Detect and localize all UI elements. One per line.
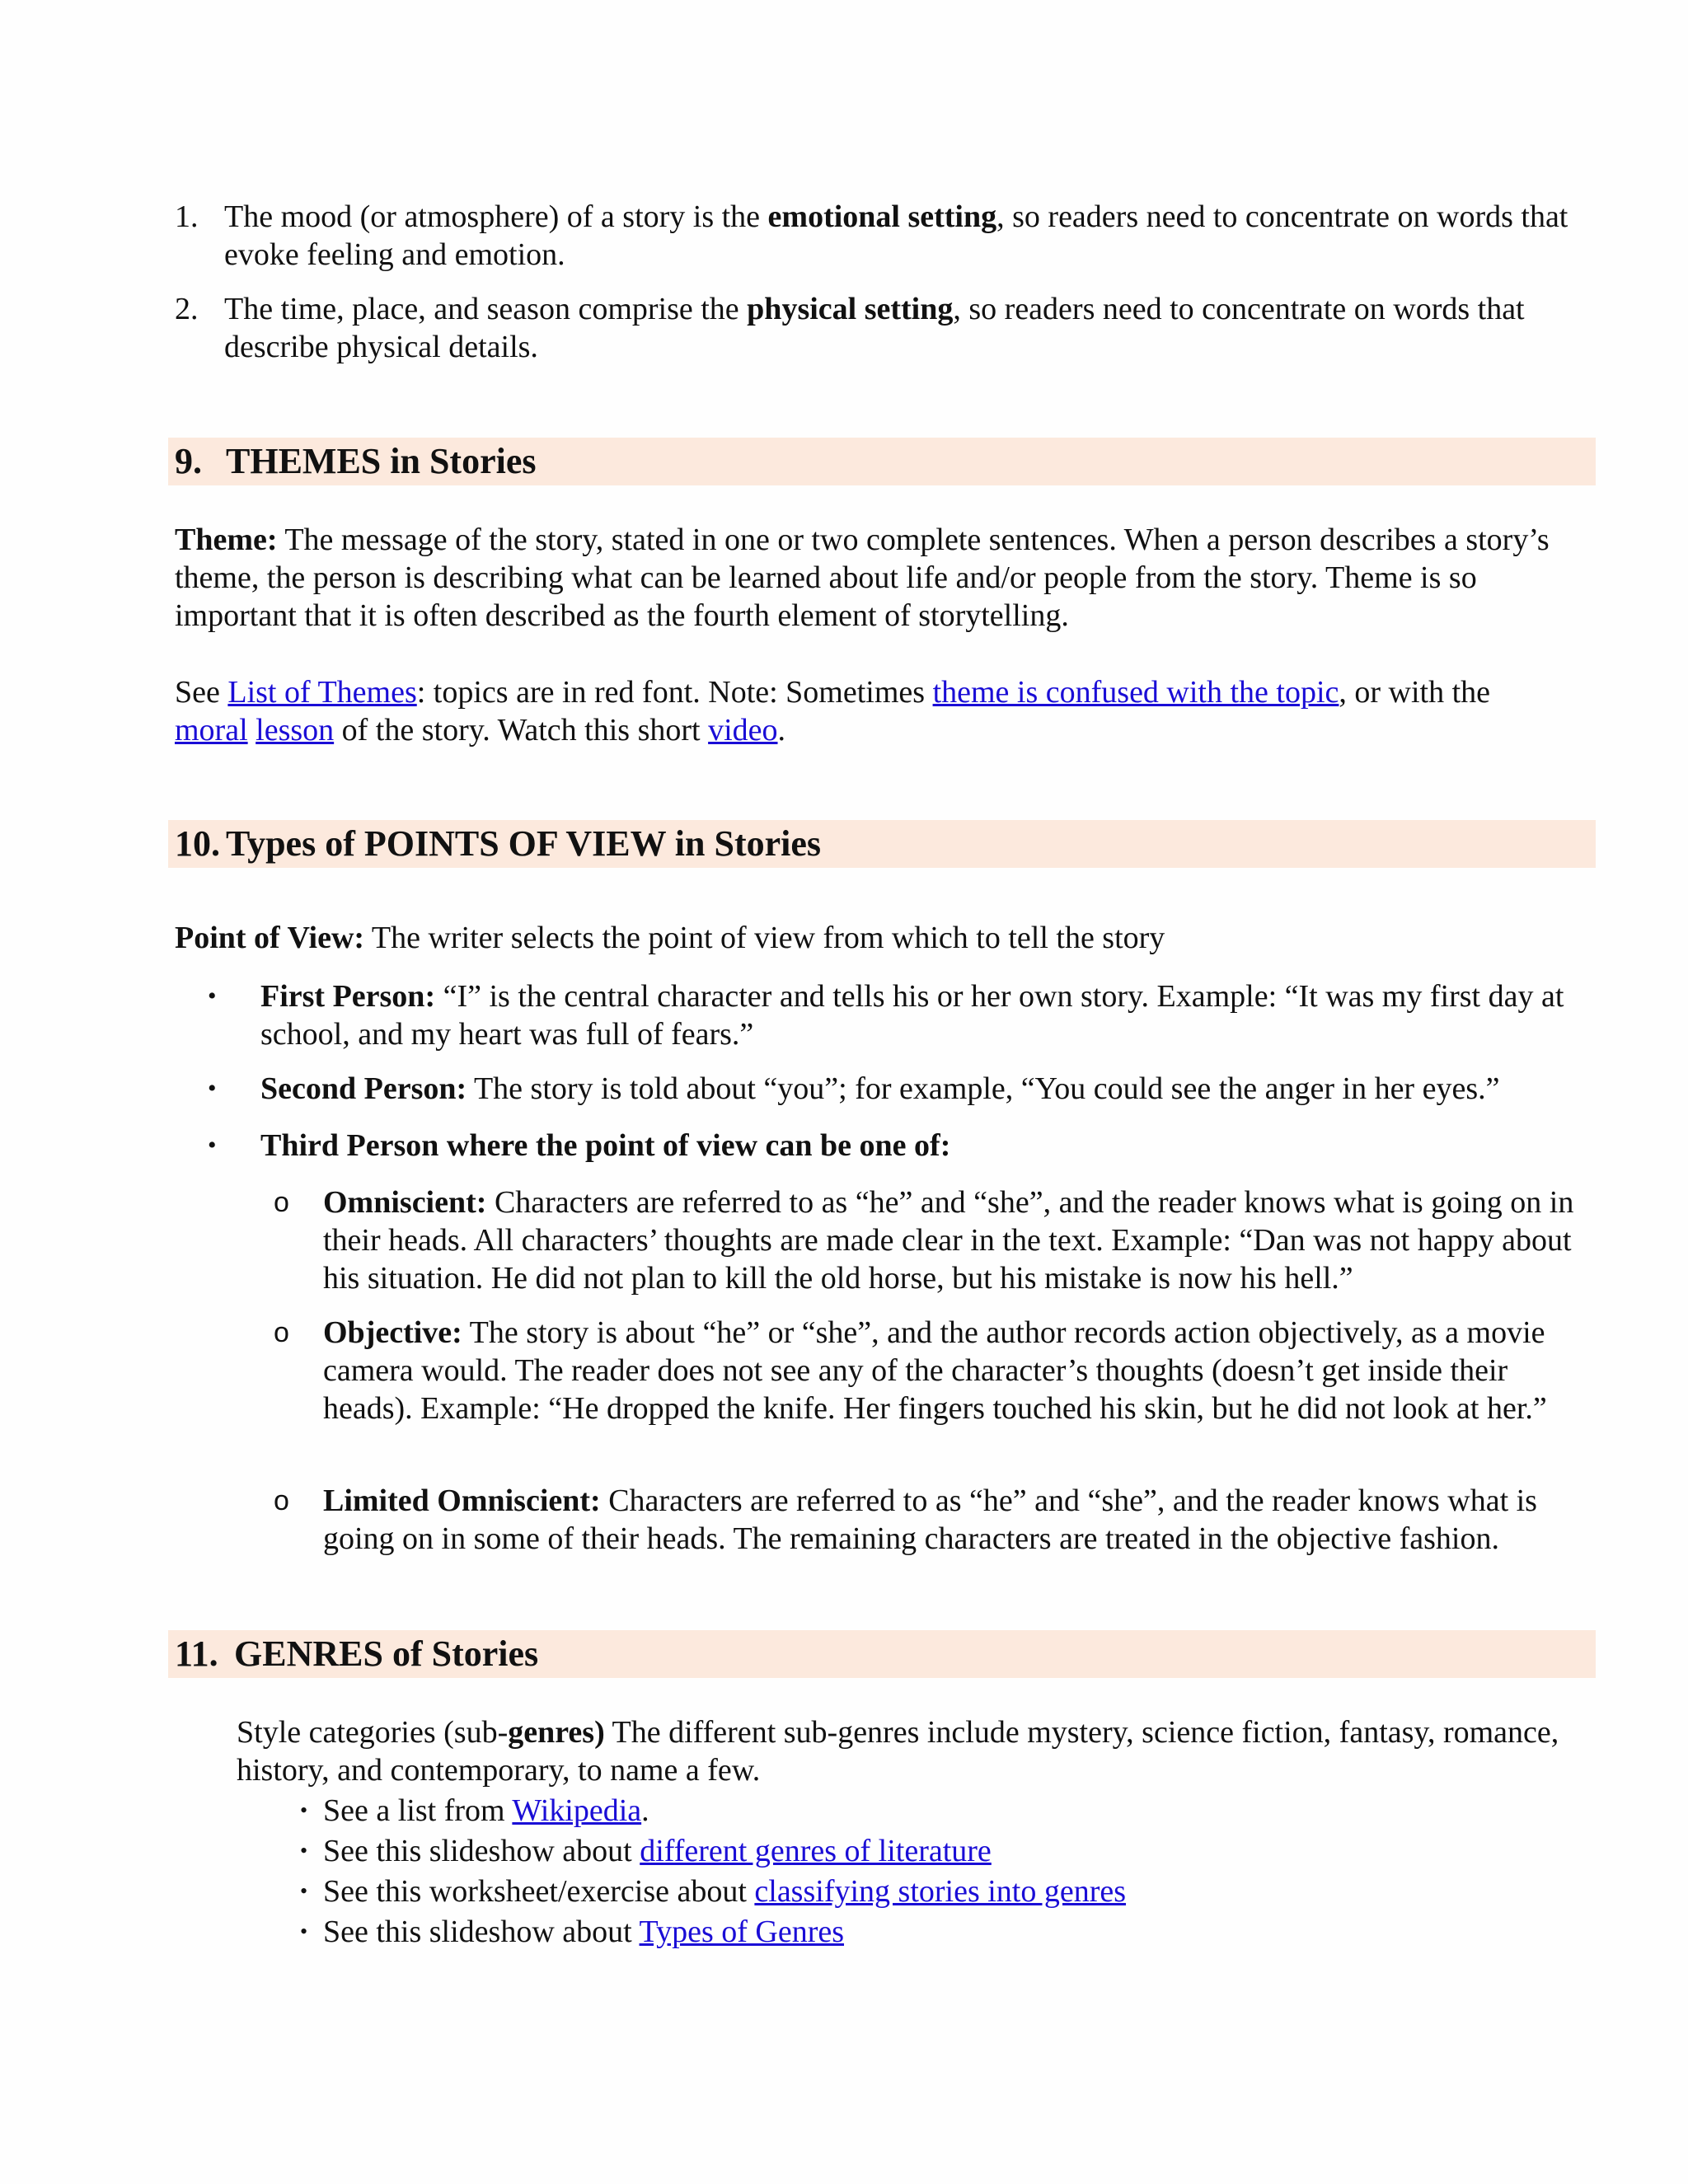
list-text: , so readers need to concentrate on words that describe physical details. (224, 292, 1525, 364)
section-number: 10. (175, 823, 220, 864)
genres-item-wikipedia (323, 1792, 1559, 1830)
list-text: , so readers need to concentrate on words that evoke feeling and emotion. (224, 199, 1568, 272)
text: See this slideshow about (323, 1834, 640, 1868)
link-video[interactable]: video (708, 713, 778, 748)
bullet-icon: • (208, 982, 217, 1010)
text: , or with the (1339, 675, 1491, 710)
text: . (641, 1793, 649, 1828)
bullet-term: First Person: (260, 979, 436, 1014)
list-text: The mood (or atmosphere) of a story is the (224, 199, 768, 234)
link-wikipedia[interactable]: Wikipedia (512, 1793, 642, 1828)
section-title: GENRES of Stories (234, 1633, 539, 1674)
pov-definition (175, 919, 1601, 957)
section-heading-genres (175, 1630, 538, 1678)
genres-item-slideshow (323, 1832, 1559, 1870)
sub-bullet-icon: o (274, 1317, 289, 1348)
section-heading-themes (175, 438, 537, 485)
link-classifying-stories-into-genres[interactable]: classifying stories into genres (754, 1874, 1127, 1909)
bold-term: genres) (508, 1715, 605, 1750)
sub-term: Objective: (323, 1315, 462, 1350)
sub-term: Limited Omniscient: (323, 1483, 601, 1518)
bullet-icon: • (208, 1132, 217, 1159)
pov-third-person (260, 1127, 1596, 1165)
section-heading-pov (175, 820, 821, 868)
list-number: 2. (175, 292, 199, 326)
definition-term: Point of View: (175, 921, 365, 955)
link-lesson[interactable]: lesson (256, 713, 335, 748)
text: The different sub-genres include mystery, science fiction, fantasy, romance, history, and contemporary, to name a few. (237, 1715, 1559, 1788)
bullet-icon: • (300, 1798, 308, 1822)
section-title: Types of POINTS OF VIEW in Stories (226, 823, 822, 864)
genres-intro (237, 1713, 1597, 1789)
text: See this slideshow about (323, 1915, 640, 1949)
text: See (175, 675, 228, 710)
pov-first-person (260, 977, 1596, 1053)
bullet-text: “I” is the central character and tells his or her own story. Example: “It was my first day at school, and my heart was full of fears.” (260, 979, 1564, 1052)
bold-term: physical setting (747, 292, 954, 326)
list-item-physical-setting (224, 290, 1592, 366)
sub-text: The story is about “he” or “she”, and the author records action objectively, as a movie camera would. The reader does not see any of the character’s thoughts (doesn’t get inside their heads). Example: “He dropped the knife. Her fingers touched his skin, but he did not look at her.” (323, 1315, 1547, 1426)
sub-bullet-icon: o (274, 1187, 289, 1218)
definition-text: The message of the story, stated in one or two complete sentences. When a person describes a story’s theme, the person is describing what can be learned about life and/or people from the story. Theme is so important that it is often described as the fourth element of storytelling. (175, 523, 1550, 633)
bullet-icon: • (300, 1879, 308, 1903)
link-theme-confused-with-topic[interactable]: theme is confused with the topic (932, 675, 1339, 710)
sub-text: Characters are referred to as “he” and “she”, and the reader knows what is going on in some of their heads. The remaining characters are treated in the objective fashion. (323, 1483, 1537, 1556)
sub-text: Characters are referred to as “he” and “she”, and the reader knows what is going on in their heads. All characters’ thoughts are made clear in the text. Example: “Dan was not happy about his situation. He did not plan to kill the old horse, but his mistake is now his hell.” (323, 1185, 1574, 1296)
pov-limited-omniscient (323, 1482, 1597, 1558)
list-text: The time, place, and season comprise the (224, 292, 748, 326)
text: . (777, 713, 786, 748)
sub-term: Omniscient: (323, 1185, 487, 1220)
bold-term: emotional setting (767, 199, 997, 234)
bullet-term: Third Person where the point of view can be one of: (260, 1128, 951, 1163)
section-number: 11. (175, 1633, 218, 1674)
link-moral[interactable]: moral (175, 713, 248, 748)
text: : topics are in red font. Note: Sometimes (416, 675, 933, 710)
genres-item-worksheet (323, 1872, 1559, 1910)
link-types-of-genres[interactable]: Types of Genres (639, 1915, 844, 1949)
definition-term: Theme: (175, 523, 278, 557)
text: Style categories (sub- (237, 1715, 509, 1750)
text: of the story. Watch this short (334, 713, 709, 748)
bullet-icon: • (300, 1839, 308, 1863)
sub-bullet-icon: o (274, 1485, 289, 1516)
definition-text: The writer selects the point of view from which to tell the story (364, 921, 1165, 955)
section-number: 9. (175, 441, 202, 481)
pov-omniscient (323, 1183, 1597, 1297)
theme-see-also (175, 673, 1601, 749)
link-different-genres-of-literature[interactable]: different genres of literature (640, 1834, 992, 1868)
pov-second-person (260, 1070, 1612, 1108)
genres-item-types (323, 1913, 1559, 1951)
text: See this worksheet/exercise about (323, 1874, 755, 1909)
bullet-icon: • (300, 1919, 308, 1943)
text: See a list from (323, 1793, 513, 1828)
theme-definition (175, 521, 1601, 635)
list-number: 1. (175, 199, 199, 234)
link-list-of-themes[interactable]: List of Themes (227, 675, 417, 710)
bullet-term: Second Person: (260, 1071, 467, 1106)
section-title: THEMES in Stories (226, 441, 537, 481)
bullet-icon: • (208, 1075, 217, 1102)
list-item-emotional-setting (224, 198, 1609, 274)
bullet-text: The story is told about “you”; for example, “You could see the anger in her eyes.” (467, 1071, 1500, 1106)
pov-objective (323, 1314, 1597, 1427)
